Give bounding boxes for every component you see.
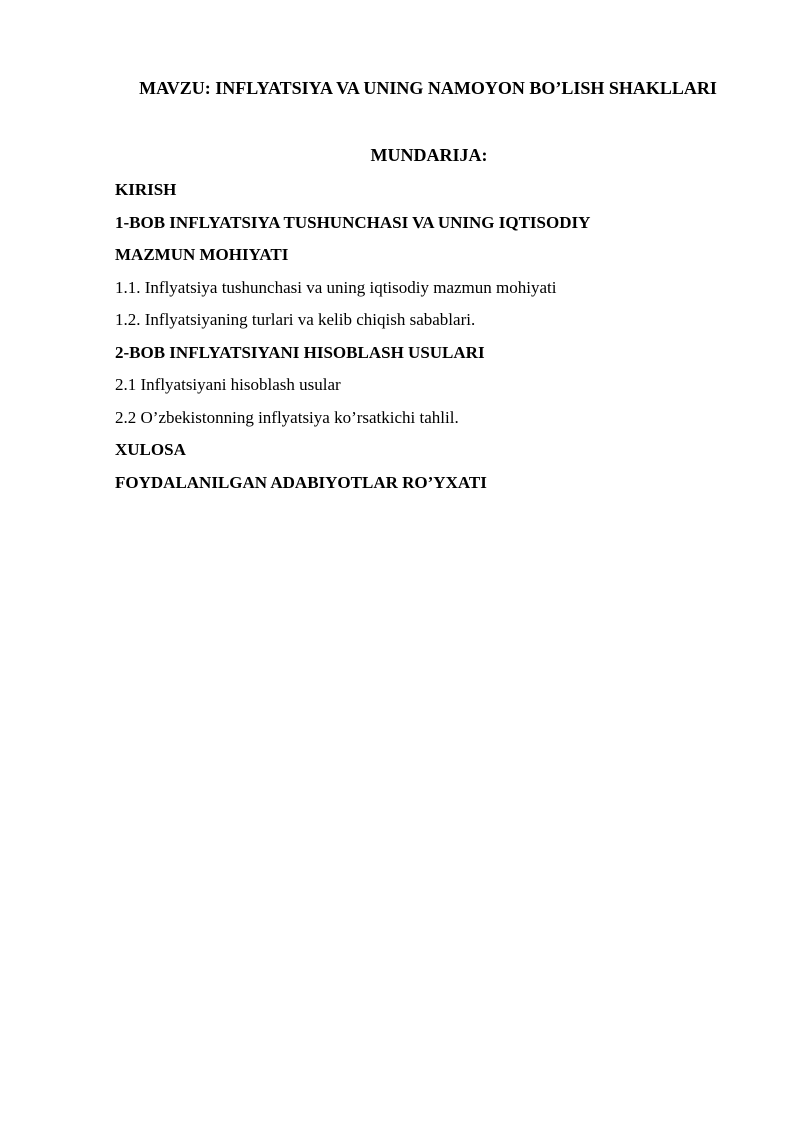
toc-item-section-2-2: 2.2 O’zbekistonning inflyatsiya ko’rsatkichi tahlil. bbox=[115, 407, 459, 427]
toc-item-kirish: KIRISH bbox=[115, 180, 177, 199]
toc-item-chapter-1-line-2: MAZMUN MOHIYATI bbox=[115, 245, 289, 264]
toc-item-chapter-2: 2-BOB INFLYATSIYANI HISOBLASH USULARI bbox=[115, 342, 485, 362]
document-title: MAVZU: INFLYATSIYA VA UNING NAMOYON BO’LISH SHAKLLARI bbox=[139, 78, 717, 98]
toc-item-section-2-1: 2.1 Inflyatsiyani hisoblash usular bbox=[115, 375, 341, 394]
table-of-contents bbox=[115, 174, 755, 499]
toc-item-chapter-1-line-1: 1-BOB INFLYATSIYA TUSHUNCHASI VA UNING IQTISODIY bbox=[115, 212, 591, 232]
toc-item-references: FOYDALANILGAN ADABIYOTLAR RO’YXATI bbox=[115, 472, 487, 492]
toc-item-section-1-2: 1.2. Inflyatsiyaning turlari va kelib chiqish sabablari. bbox=[115, 310, 476, 329]
toc-item-xulosa: XULOSA bbox=[115, 440, 186, 459]
toc-heading: MUNDARIJA: bbox=[370, 145, 488, 165]
toc-item-section-1-1: 1.1. Inflyatsiya tushunchasi va uning iqtisodiy mazmun mohiyati bbox=[115, 277, 557, 297]
